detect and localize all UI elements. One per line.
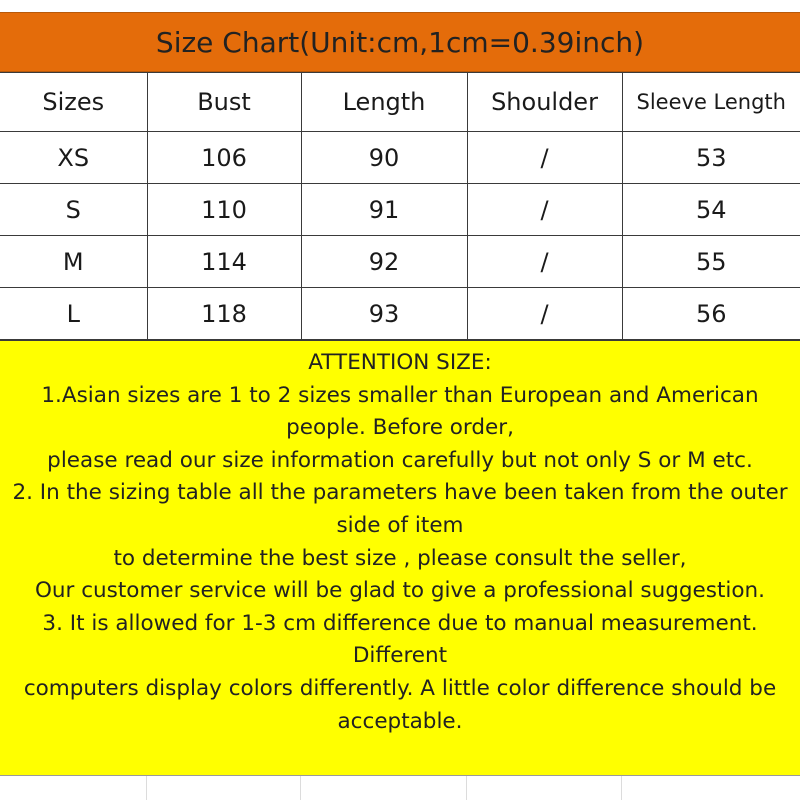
cell-bust: 110 bbox=[147, 184, 301, 236]
column-header-sleeve-length: Sleeve Length bbox=[622, 73, 800, 132]
cell-length: 91 bbox=[301, 184, 467, 236]
column-header-length: Length bbox=[301, 73, 467, 132]
table-header-row bbox=[0, 73, 800, 132]
cell-shoulder: / bbox=[467, 288, 622, 340]
cell-size: S bbox=[0, 184, 147, 236]
attention-notice bbox=[0, 340, 800, 776]
notice-line: please read our size information carefully but not only S or M etc. bbox=[47, 447, 753, 473]
column-header-bust: Bust bbox=[147, 73, 301, 132]
notice-line: 1.Asian sizes are 1 to 2 sizes smaller than European and American people. Before order, bbox=[41, 382, 759, 441]
size-chart-title: Size Chart(Unit:cm,1cm=0.39inch) bbox=[0, 12, 800, 72]
size-table bbox=[0, 72, 800, 340]
cell-shoulder: / bbox=[467, 236, 622, 288]
notice-line: 2. In the sizing table all the parameters have been taken from the outer side of item bbox=[12, 480, 788, 538]
bottom-grid-strip bbox=[0, 776, 800, 800]
cell-size: XS bbox=[0, 132, 147, 184]
table-row bbox=[0, 236, 800, 288]
column-header-sizes: Sizes bbox=[0, 73, 147, 132]
cell-bust: 118 bbox=[147, 288, 301, 340]
cell-shoulder: / bbox=[467, 184, 622, 236]
cell-length: 93 bbox=[301, 288, 467, 340]
notice-line: 3. It is allowed for 1-3 cm difference due to manual measurement. Different bbox=[42, 610, 758, 669]
table-row bbox=[0, 184, 800, 236]
table-row bbox=[0, 288, 800, 340]
table-row bbox=[0, 132, 800, 184]
notice-line: computers display colors differently. A little color difference should be acceptable. bbox=[23, 675, 777, 734]
cell-sleeve-length: 56 bbox=[622, 288, 800, 340]
notice-line: to determine the best size , please consult the seller, bbox=[113, 545, 687, 571]
notice-heading: ATTENTION SIZE: bbox=[308, 350, 492, 375]
cell-length: 90 bbox=[301, 132, 467, 184]
cell-size: L bbox=[0, 288, 147, 340]
cell-sleeve-length: 55 bbox=[622, 236, 800, 288]
cell-length: 92 bbox=[301, 236, 467, 288]
notice-line: Our customer service will be glad to give a professional suggestion. bbox=[35, 578, 765, 604]
cell-sleeve-length: 53 bbox=[622, 132, 800, 184]
cell-size: M bbox=[0, 236, 147, 288]
cell-bust: 106 bbox=[147, 132, 301, 184]
cell-sleeve-length: 54 bbox=[622, 184, 800, 236]
column-header-shoulder: Shoulder bbox=[467, 73, 622, 132]
cell-bust: 114 bbox=[147, 236, 301, 288]
cell-shoulder: / bbox=[467, 132, 622, 184]
